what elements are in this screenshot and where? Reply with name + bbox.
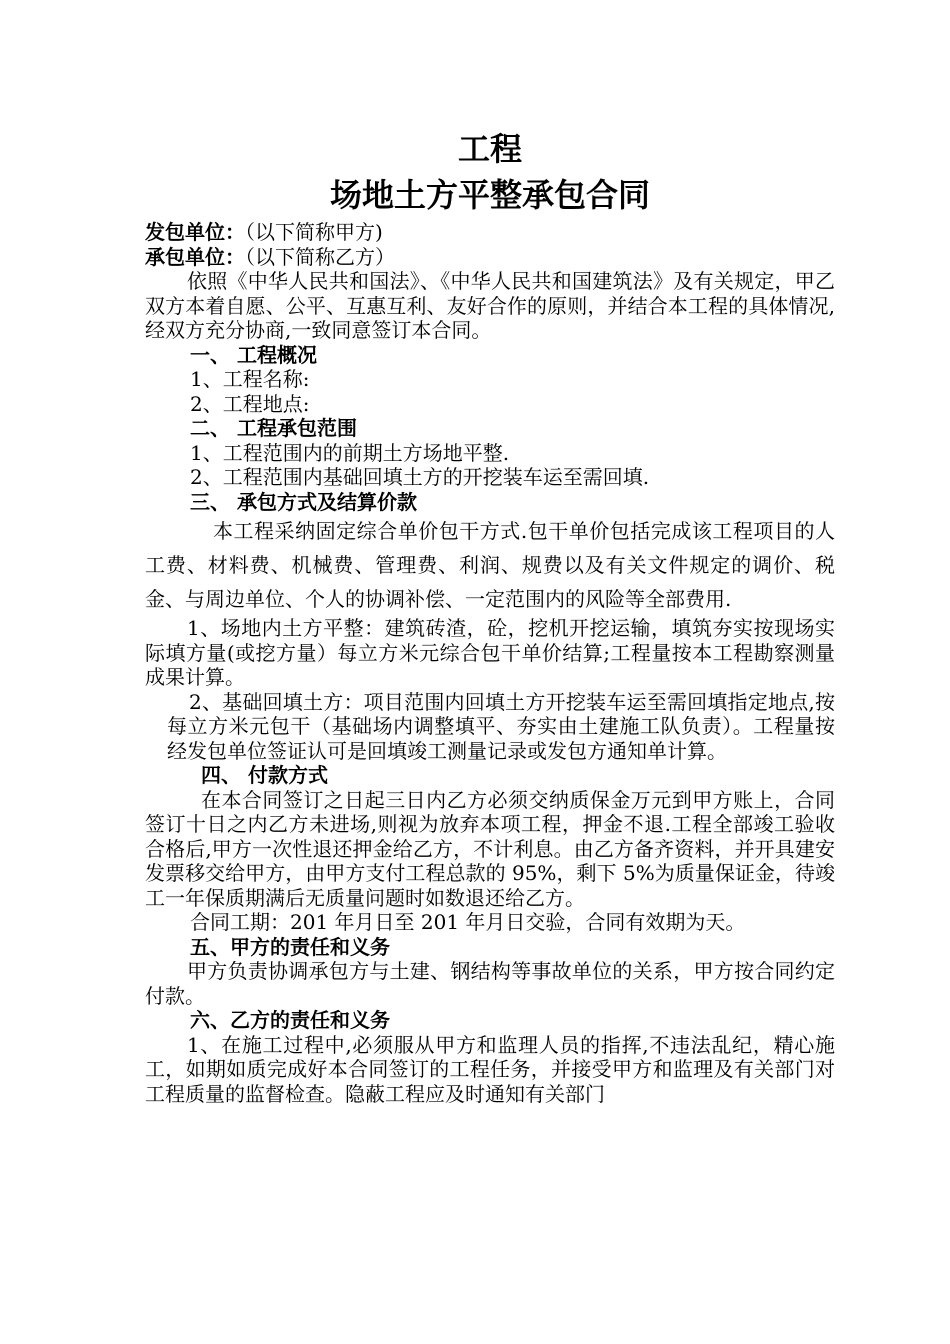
party-b-line (145, 245, 835, 270)
document-title-line1: 工程 (457, 130, 522, 168)
section-1-heading: 一、 工程概况 (190, 342, 317, 367)
party-b-note: （以下简称乙方） (245, 244, 395, 269)
section-3-paragraph: 本工程采纳固定综合单价包干方式.包干单价包括完成该工程项目的人工费、材料费、机械费、管理费、利润、规费以及有关文件规定的调价、税金、与周边单位、个人的协调补偿、一定范围内的风险等全部费用. (145, 519, 835, 611)
party-a-line (145, 220, 835, 245)
party-a-note: （以下简称甲方) (245, 220, 383, 244)
section-5-paragraph: 甲方负责协调承包方与土建、钢结构等事故单位的关系，甲方按合同约定付款。 (145, 959, 835, 1008)
section-1-item-2: 2、工程地点: (190, 391, 310, 416)
section-3-item-1: 1、场地内土方平整：建筑砖渣，砼，挖机开挖运输，填筑夯实按现场实际填方量(或挖方量）每立方米元综合包干单价结算;工程量按本工程勘察测量成果计算。 (145, 616, 835, 689)
section-5-heading: 五、甲方的责任和义务 (190, 934, 390, 959)
section-4-paragraph: 在本合同签订之日起三日内乙方必须交纳质保金万元到甲方账上，合同签订十日之内乙方未进场,则视为放弃本项工程，押金不退.工程全部竣工验收合格后,甲方一次性退还押金给乙方，不计利息。由乙方备齐资料，并开具建安发票移交给甲方，由甲方支付工程总款的 95%，剩下 5%为质量保证金，待竣工一年保质期满后无质量问题时如数退还给乙方。 (145, 787, 835, 910)
section-3-heading: 三、 承包方式及结算价款 (190, 489, 417, 514)
party-a-label: 发包单位： (145, 220, 245, 244)
intro-paragraph: 依照《中华人民共和国法》、《中华人民共和国建筑法》及有关规定，甲乙双方本着自愿、公平、互惠互利、友好合作的原则，并结合本工程的具体情况,经双方充分协商,一致同意签订本合同。 (145, 269, 835, 342)
section-4-period: 合同工期：201 年月日至 201 年月日交验，合同有效期为天。 (190, 910, 746, 934)
section-6-heading: 六、乙方的责任和义务 (190, 1008, 390, 1032)
contract-page (145, 128, 835, 1106)
section-1-item-1: 1、工程名称: (190, 367, 310, 391)
section-2-heading: 二、 工程承包范围 (190, 416, 357, 440)
section-2-item-1: 1、工程范围内的前期土方场地平整. (190, 440, 510, 465)
document-title-line2: 场地土方平整承包合同 (329, 176, 650, 214)
section-2-item-2: 2、工程范围内基础回填土方的开挖装车运至需回填. (190, 465, 650, 489)
section-4-heading: 四、 付款方式 (201, 763, 328, 787)
section-6-paragraph: 1、在施工过程中,必须服从甲方和监理人员的指挥,不违法乱纪，精心施工，如期如质完成好本合同签订的工程任务，并接受甲方和监理及有关部门对工程质量的监督检查。隐蔽工程应及时通知有关部门 (145, 1032, 835, 1106)
section-3-item-2: 2、基础回填土方：项目范围内回填土方开挖装车运至需回填指定地点,按每立方米元包干（基础场内调整填平、夯实由土建施工队负责）。工程量按经发包单位签证认可是回填竣工测量记录或发包方通知单计算。 (167, 689, 835, 763)
party-b-label: 承包单位： (145, 244, 245, 269)
